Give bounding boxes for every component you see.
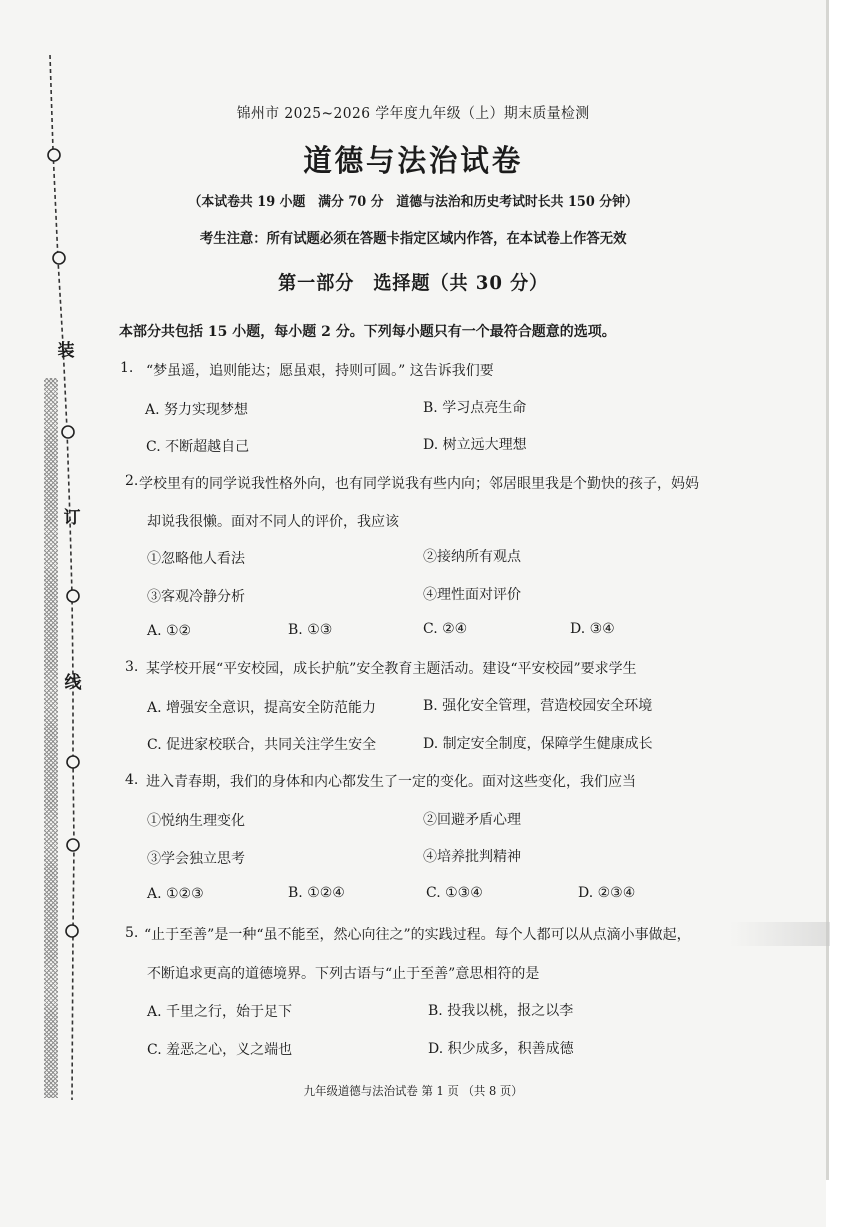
question-4-option-c: C. ①③④ — [426, 885, 483, 901]
question-2-statement-3: ③客观冷静分析 — [147, 589, 245, 605]
binding-char-xian: 线 — [64, 673, 82, 693]
question-3-option-d: D. 制定安全制度，保障学生健康成长 — [423, 736, 653, 752]
question-2-option-c: C. ②④ — [423, 621, 468, 637]
question-5-option-c: C. 羞恶之心，义之端也 — [147, 1042, 293, 1058]
exam-subtitle: 锦州市 2025~2026 学年度九年级（上）期末质量检测 — [236, 106, 590, 122]
question-3-number: 3. — [125, 659, 139, 675]
question-4-number: 4. — [125, 772, 139, 788]
question-1-text: “梦虽遥，追则能达；愿虽艰，持则可圆。” 这告诉我们要 — [146, 363, 494, 379]
part-heading: 第一部分 选择题（共 30 分） — [278, 272, 549, 294]
question-4-option-d: D. ②③④ — [578, 885, 636, 901]
question-1-number: 1. — [120, 360, 134, 376]
question-1-option-a: A. 努力实现梦想 — [145, 402, 249, 418]
question-2-option-b: B. ①③ — [288, 622, 333, 638]
question-3-option-c: C. 促进家校联合，共同关注学生安全 — [147, 737, 377, 753]
binding-char-zhuang: 装 — [57, 341, 75, 361]
question-2-option-a: A. ①② — [147, 623, 192, 639]
question-5-option-d: D. 积少成多，积善成德 — [428, 1041, 574, 1057]
question-5-option-b: B. 投我以桃，报之以李 — [428, 1003, 574, 1019]
question-2-text-cont: 却说我很懒。面对不同人的评价，我应该 — [147, 514, 399, 530]
binding-char-ding: 订 — [63, 508, 81, 528]
question-5-text-cont: 不断追求更高的道德境界。下列古语与“止于至善”意思相符的是 — [147, 966, 540, 982]
question-2-statement-2: ②接纳所有观点 — [423, 549, 521, 565]
scan-smudge — [730, 922, 830, 946]
question-1-option-b: B. 学习点亮生命 — [423, 400, 527, 416]
question-4-statement-4: ④培养批判精神 — [423, 849, 521, 865]
question-5-number: 5. — [125, 925, 139, 941]
question-3-option-b: B. 强化安全管理，营造校园安全环境 — [423, 698, 653, 714]
question-2-option-d: D. ③④ — [570, 621, 615, 637]
question-1-option-d: D. 树立远大理想 — [423, 437, 527, 453]
question-3-option-a: A. 增强安全意识，提高安全防范能力 — [147, 700, 377, 716]
part-instruction: 本部分共包括 15 小题，每小题 2 分。下列每小题只有一个最符合题意的选项。 — [119, 324, 616, 340]
question-4-statement-3: ③学会独立思考 — [147, 851, 245, 867]
question-2-statement-4: ④理性面对评价 — [423, 587, 521, 603]
exam-notice: 考生注意：所有试题必须在答题卡指定区域内作答，在本试卷上作答无效 — [199, 231, 627, 247]
question-4-option-a: A. ①②③ — [147, 886, 204, 902]
page-edge — [826, 0, 868, 1227]
question-2-statement-1: ①忽略他人看法 — [147, 551, 245, 567]
question-4-statement-1: ①悦纳生理变化 — [147, 813, 245, 829]
question-2-number: 2. — [125, 473, 139, 489]
question-5-text: “止于至善”是一种“虽不能至，然心向往之”的实践过程。每个人都可以从点滴小事做起， — [144, 927, 691, 943]
question-4-text: 进入青春期，我们的身体和内心都发生了一定的变化。面对这些变化，我们应当 — [146, 774, 636, 790]
exam-title: 道德与法治试卷 — [303, 144, 524, 179]
binding-hatch — [44, 378, 58, 1098]
question-1-option-c: C. 不断超越自己 — [146, 439, 250, 455]
question-4-option-b: B. ①②④ — [288, 885, 345, 901]
question-2-text: 学校里有的同学说我性格外向，也有同学说我有些内向；邻居眼里我是个勤快的孩子，妈妈 — [139, 476, 699, 492]
exam-info: （本试卷共 19 小题 满分 70 分 道德与法治和历史考试时长共 150 分钟） — [188, 194, 638, 210]
question-5-option-a: A. 千里之行，始于足下 — [147, 1004, 293, 1020]
question-3-text: 某学校开展“平安校园，成长护航”安全教育主题活动。建设“平安校园”要求学生 — [146, 661, 637, 677]
page-footer: 九年级道德与法治试卷 第 1 页 （共 8 页） — [303, 1084, 523, 1098]
question-4-statement-2: ②回避矛盾心理 — [423, 812, 521, 828]
